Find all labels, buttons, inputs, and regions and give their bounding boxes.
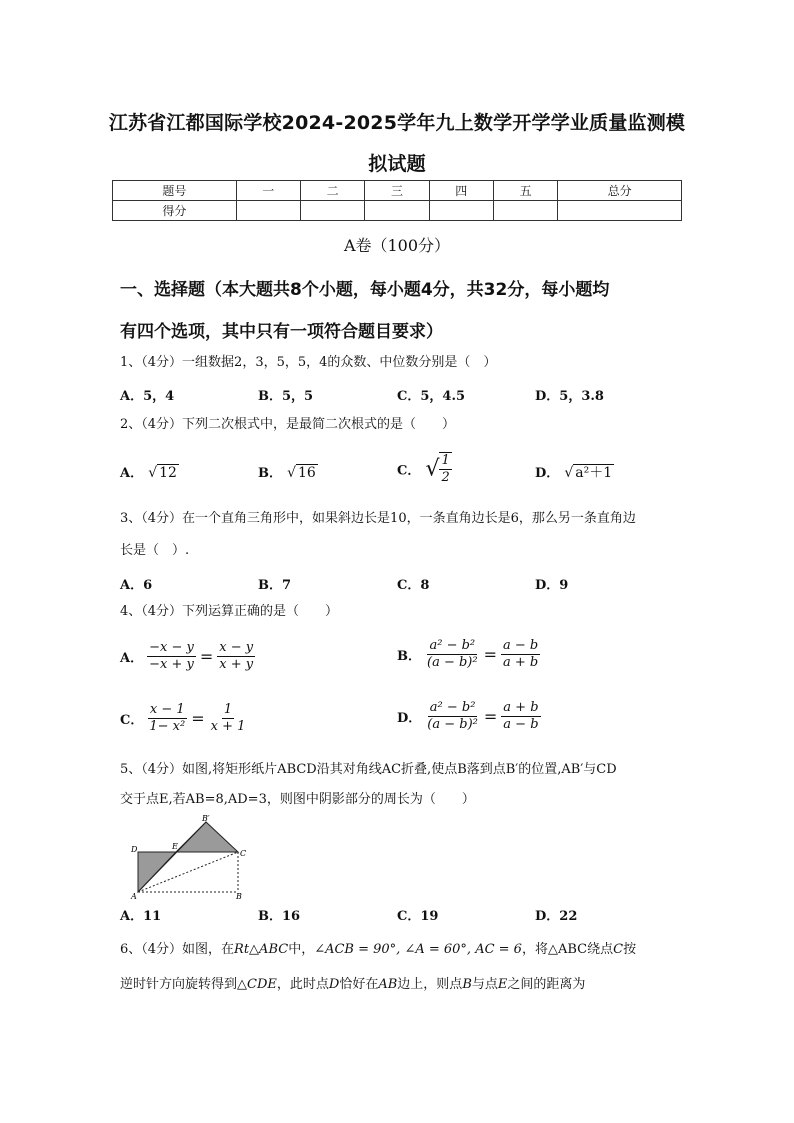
option-letter: C． (397, 463, 421, 479)
q4-option-d (397, 700, 541, 733)
q6-text: 恰好在 (339, 977, 379, 992)
q3-option-d: D．9 (535, 578, 569, 593)
page-title-line2: 拟试题 (368, 153, 426, 175)
denominator: x + y (219, 657, 254, 672)
denominator: (a − b)² (427, 655, 478, 670)
q5-stem-line2: 交于点E,若AB=8,AD=3，则图中阴影部分的周长为（ ） (120, 792, 475, 807)
q4-option-a (120, 640, 255, 673)
score-table (112, 180, 682, 221)
q5-option-a: A．11 (120, 909, 162, 924)
q2-option-a (120, 462, 179, 481)
table-cell: 总分 (558, 181, 682, 201)
shaded-triangle-ebc (176, 822, 238, 852)
table-cell-empty (365, 201, 429, 221)
q3-option-a: A．6 (120, 578, 153, 593)
q6-math: B (462, 977, 472, 992)
section-heading-line1: 一、选择题（本大题共8个小题，每小题4分，共32分，每小题均 (120, 280, 610, 300)
numerator: x − 1 (149, 702, 185, 717)
table-cell: 题号 (113, 181, 237, 201)
fraction (501, 700, 540, 733)
q2-option-b (258, 462, 318, 481)
denominator: 1− x² (149, 719, 186, 734)
q6-text: ，此时点 (276, 977, 329, 992)
score-table-header-row (113, 181, 682, 201)
q1-option-a: A．5，4 (120, 389, 175, 404)
q6-math: Rt△ABC (234, 942, 289, 957)
equals-sign: = (483, 645, 497, 664)
table-cell-empty (558, 201, 682, 221)
q6-text: ，将△ABC绕点 (521, 942, 614, 957)
q6-text: 边上，则点 (397, 977, 463, 992)
q3-option-c: C．8 (397, 578, 430, 593)
denominator: (a − b)² (427, 717, 478, 732)
option-letter: B． (397, 649, 421, 664)
table-cell: 二 (300, 181, 364, 201)
option-letter: D． (397, 711, 422, 726)
label-e: E (172, 842, 178, 851)
equals-sign: = (483, 707, 498, 726)
fraction (147, 702, 187, 735)
q3-option-b: B．7 (258, 578, 292, 593)
q1-option-c: C．5，4.5 (397, 389, 466, 404)
fraction (425, 638, 480, 671)
numerator: −x − y (149, 640, 194, 655)
fraction (501, 638, 540, 671)
denominator: x + 1 (210, 719, 246, 734)
score-table-score-row (113, 201, 682, 221)
q5-option-c: C．19 (397, 909, 439, 924)
equals-sign: = (191, 709, 205, 728)
denominator: a − b (503, 717, 539, 732)
q5-stem-line1: 5、（4分）如图,将矩形纸片ABCD沿其对角线AC折叠,使点B落到点B′的位置,AB′与CD (120, 762, 617, 777)
label-c: C (240, 849, 247, 858)
q6-math: △CDE (237, 977, 277, 992)
q5-option-d: D．22 (535, 909, 578, 924)
q3-stem-line2: 长是（ ）. (120, 543, 190, 558)
table-cell-empty (493, 201, 557, 221)
option-letter: D． (535, 466, 560, 481)
q6-stem-line1 (120, 940, 700, 960)
radical: √ 16 (287, 465, 316, 481)
q1-option-b: B．5，5 (258, 389, 314, 404)
radicand: a²＋1 (575, 465, 613, 481)
denominator: −x + y (149, 657, 194, 672)
q5-option-b: B．16 (258, 909, 301, 924)
radical-sign: √ (425, 456, 440, 482)
q4-stem: 4、（4分）下列运算正确的是（ ） (120, 604, 339, 619)
section-heading-line2: 有四个选项，其中只有一项符合题目要求） (120, 322, 443, 342)
q6-text: 与点 (471, 977, 498, 992)
denominator: a + b (503, 655, 539, 670)
fraction (209, 702, 248, 735)
option-letter: B． (258, 466, 282, 481)
table-cell-empty (300, 201, 364, 221)
q4-option-c (120, 702, 247, 735)
q1-option-d: D．5，3.8 (535, 389, 604, 404)
table-cell-empty (429, 201, 493, 221)
q6-text: 之间的距离为 (507, 977, 586, 992)
q6-text: 中， (288, 942, 315, 957)
fraction (439, 452, 451, 486)
table-cell-empty (236, 201, 300, 221)
equals-sign: = (199, 647, 214, 666)
q6-text: 6、（4分）如图，在 (120, 942, 235, 957)
label-d: D (131, 845, 138, 854)
q2-option-c (397, 452, 452, 486)
q4-option-b (397, 638, 540, 671)
q6-math: C (613, 942, 624, 957)
q6-math: ∠ACB = 90°, ∠A = 60°, AC = 6 (314, 942, 522, 957)
numerator: a² − b² (429, 700, 476, 715)
q6-math: E (497, 977, 508, 992)
page-title-line1: 江苏省江都国际学校2024-2025学年九上数学开学学业质量监测模 (108, 112, 686, 134)
table-cell: 五 (493, 181, 557, 201)
q2-option-d (535, 462, 614, 482)
numerator: a − b (503, 638, 539, 653)
numerator: 1 (223, 702, 233, 717)
radical: √ 12 (148, 465, 177, 481)
q6-stem-line2 (120, 975, 700, 995)
fraction (425, 700, 480, 733)
option-letter: C． (120, 713, 144, 728)
option-letter: A． (120, 466, 144, 481)
radicand: 16 (298, 465, 316, 481)
q2-stem: 2、（4分）下列二次根式中，是最简二次根式的是（ ） (120, 417, 456, 432)
table-cell: 四 (429, 181, 493, 201)
q6-text: 按 (623, 942, 637, 957)
q3-stem-line1: 3、（4分）在一个直角三角形中，如果斜边长是10，一条直角边长是6，那么另一条直角边 (120, 511, 636, 526)
q6-text: 逆时针方向旋转得到 (120, 977, 238, 992)
fraction (217, 640, 255, 673)
volume-heading: A卷（100分） (343, 236, 451, 255)
table-cell: 一 (236, 181, 300, 201)
denominator: 2 (441, 470, 450, 485)
numerator: a² − b² (429, 638, 476, 653)
q6-math: AB (378, 977, 398, 992)
table-cell: 三 (365, 181, 429, 201)
numerator: x − y (219, 640, 254, 655)
numerator: 1 (441, 453, 450, 468)
radicand: 12 (159, 465, 177, 481)
q5-figure (128, 812, 252, 900)
table-cell: 得分 (113, 201, 237, 221)
q6-math: D (328, 977, 340, 992)
label-b: B (236, 892, 242, 900)
radical: √ a²＋1 (564, 465, 613, 481)
q1-stem: 1、（4分）一组数据2，3，5，5，4的众数、中位数分别是（ ） (120, 355, 497, 370)
label-b-prime: B′ (202, 814, 210, 823)
numerator: a + b (503, 700, 539, 715)
fraction (147, 640, 196, 673)
option-letter: A． (120, 651, 144, 666)
label-a: A (131, 892, 137, 900)
